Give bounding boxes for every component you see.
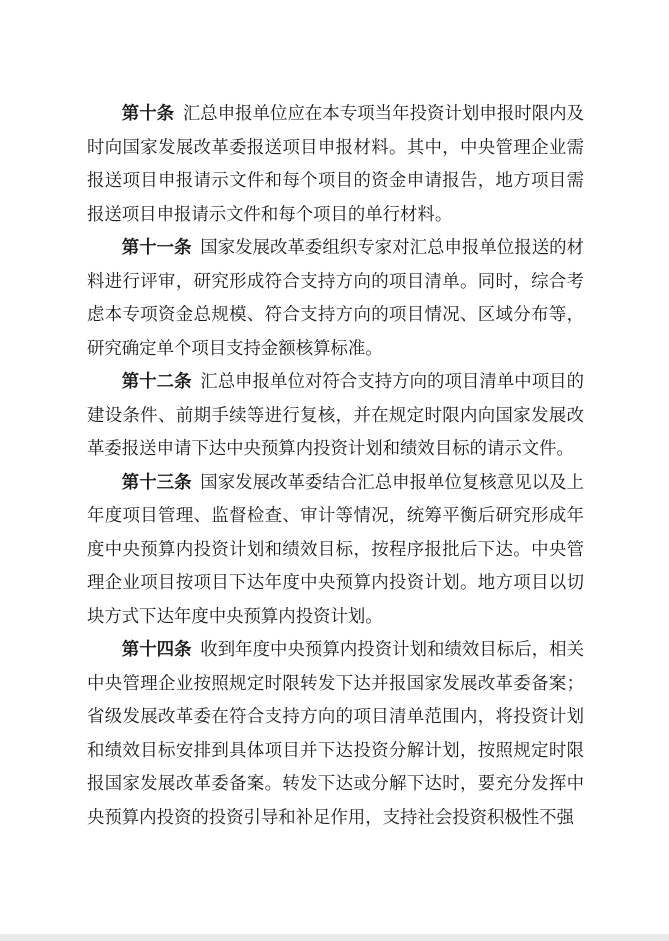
article-text: 国家发展改革委结合汇总申报单位复核意见以及上年度项目管理、监督检查、审计等情况，统筹平衡后研究形成年度中央预算内投资计划和绩效目标，按程序报批后下达。中央管理企业项目按项目下达年度中央预算内投资计划。地方项目以切块方式下达年度中央预算内投资计划。 [87,471,584,626]
article-paragraph-13 [87,466,584,634]
article-text: 汇总申报单位应在本专项当年投资计划申报时限内及时向国家发展改革委报送项目申报材料。其中，中央管理企业需报送项目申报请示文件和每个项目的资金申请报告，地方项目需报送项目申报请示文件和每个项目的单行材料。 [87,103,584,224]
article-paragraph-11 [87,231,584,365]
page-edge-gap [0,934,669,941]
article-text: 汇总申报单位对符合支持方向的项目清单中项目的建设条件、前期手续等进行复核，并在规定时限内向国家发展改革委报送申请下达中央预算内投资计划和绩效目标的请示文件。 [87,371,584,458]
article-number: 第十四条 [121,639,192,659]
article-paragraph-14 [87,633,584,834]
article-number: 第十条 [121,103,175,123]
article-number: 第十一条 [121,237,192,257]
article-text: 国家发展改革委组织专家对汇总申报单位报送的材料进行评审，研究形成符合支持方向的项目清单。同时，综合考虑本专项资金总规模、符合支持方向的项目情况、区域分布等，研究确定单个项目支持金额核算标准。 [87,237,584,358]
article-text: 收到年度中央预算内投资计划和绩效目标后，相关中央管理企业按照规定时限转发下达并报国家发展改革委备案；省级发展改革委在符合支持方向的项目清单范围内，将投资计划和绩效目标安排到具体项目并下达投资分解计划，按照规定时限报国家发展改革委备案。转发下达或分解下达时，要充分发挥中央预算内投资的投资引导和补足作用，支持社会投资积极性不强 [87,639,584,827]
article-number: 第十二条 [121,371,192,391]
article-paragraph-12 [87,365,584,466]
article-number: 第十三条 [121,471,192,492]
document-body [87,97,584,834]
article-paragraph-10 [87,97,584,231]
